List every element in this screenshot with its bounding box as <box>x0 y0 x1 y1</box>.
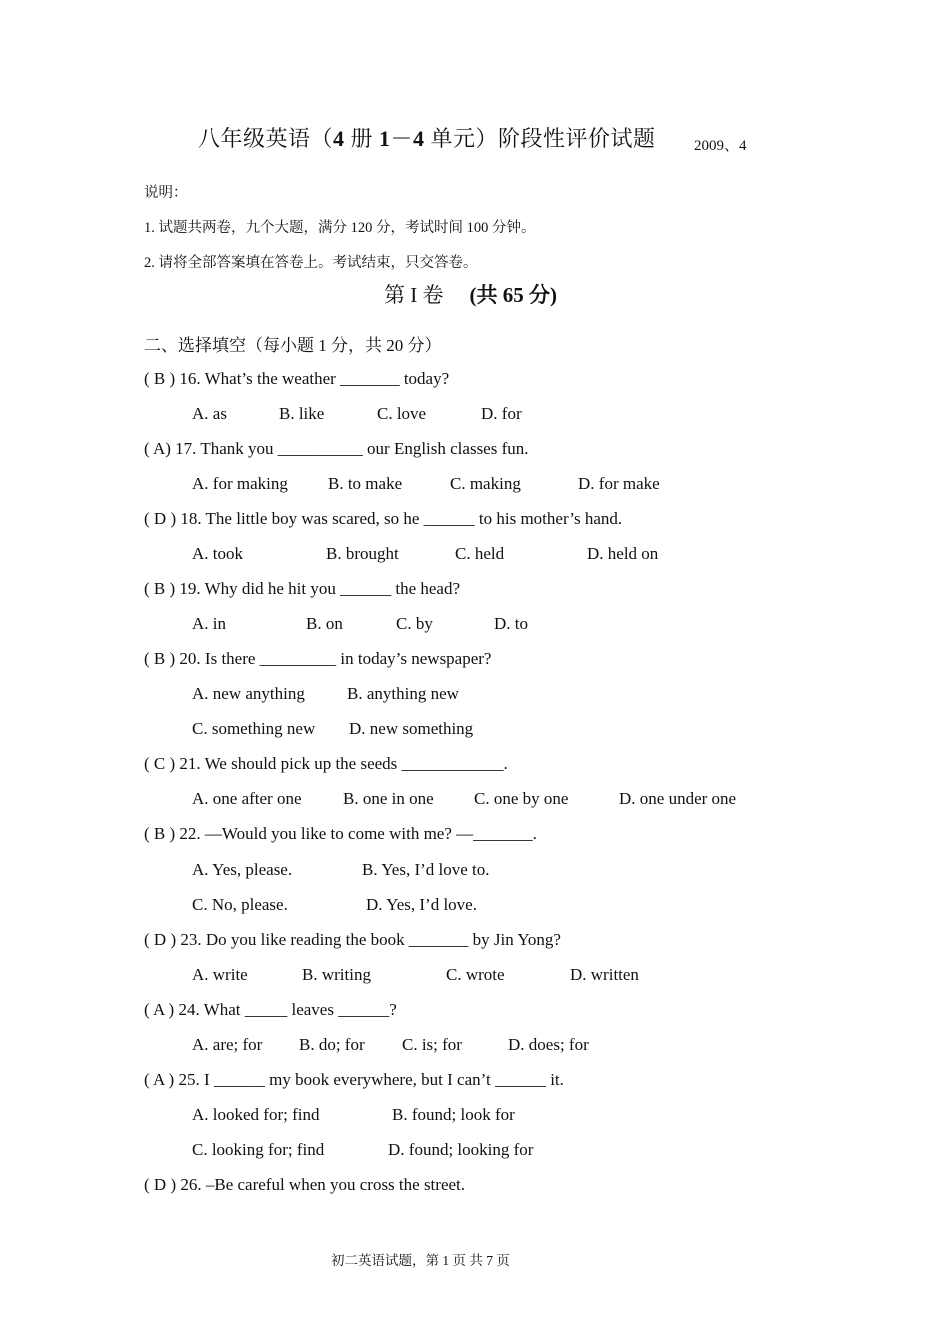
q16-option-a: A. as <box>192 404 227 423</box>
q18-option-b: B. brought <box>326 544 399 563</box>
question-16: ( B ) 16. What’s the weather _______ today? <box>144 369 450 388</box>
q19-option-a: A. in <box>192 614 226 633</box>
instructions-heading: 说明： <box>144 185 188 201</box>
q23-option-b: B. writing <box>302 965 371 984</box>
q16-option-b: B. like <box>279 404 325 423</box>
q17-option-a: A. for making <box>192 474 288 493</box>
q22-option-d: D. Yes, I’d love. <box>366 895 477 914</box>
q25-option-c: C. looking for; find <box>192 1140 325 1159</box>
q22-option-c: C. No, please. <box>192 895 288 914</box>
exam-date: 2009、4 <box>694 138 747 154</box>
question-24: ( A ) 24. What _____ leaves ______? <box>144 1000 397 1019</box>
q16-option-c: C. love <box>377 404 427 423</box>
q20-option-c: C. something new <box>192 719 316 738</box>
q17-option-b: B. to make <box>328 474 403 493</box>
q24-option-b: B. do; for <box>299 1035 365 1054</box>
q18-option-c: C. held <box>455 544 505 563</box>
q17-option-d: D. for make <box>578 474 660 493</box>
q20-option-d: D. new something <box>349 719 474 738</box>
q18-option-d: D. held on <box>587 544 659 563</box>
q21-option-d: D. one under one <box>619 789 737 808</box>
question-18: ( D ) 18. The little boy was scared, so he ______ to his mother’s hand. <box>144 509 623 528</box>
q21-option-c: C. one by one <box>474 789 569 808</box>
q18-option-a: A. took <box>192 544 243 563</box>
q19-option-b: B. on <box>306 614 343 633</box>
q25-option-b: B. found; look for <box>392 1105 515 1124</box>
instruction-item-1: 1. 试题共两卷，九个大题，满分 120 分，考试时间 100 分钟。 <box>144 220 536 236</box>
question-19: ( B ) 19. Why did he hit you ______ the head? <box>144 579 461 598</box>
page-footer: 初二英语试题，第 1 页 共 7 页 <box>331 1253 510 1268</box>
q20-option-b: B. anything new <box>347 684 459 703</box>
q23-option-c: C. wrote <box>446 965 505 984</box>
page-title: 八年级英语（4 册 1－4 单元）阶段性评价试题 <box>198 126 656 151</box>
q22-option-b: B. Yes, I’d love to. <box>362 860 490 879</box>
q24-option-c: C. is; for <box>402 1035 462 1054</box>
question-23: ( D ) 23. Do you like reading the book _______ by Jin Yong? <box>144 930 561 949</box>
q24-option-a: A. are; for <box>192 1035 263 1054</box>
q22-option-a: A. Yes, please. <box>192 860 293 879</box>
q23-option-d: D. written <box>570 965 639 984</box>
q20-option-a: A. new anything <box>192 684 305 703</box>
q23-option-a: A. write <box>192 965 248 984</box>
instruction-item-2: 2. 请将全部答案填在答卷上。考试结束，只交答卷。 <box>144 255 478 271</box>
section-header: 第 I 卷 (共 65 分) <box>384 283 557 307</box>
q16-option-d: D. for <box>481 404 522 423</box>
q21-option-b: B. one in one <box>343 789 434 808</box>
q24-option-d: D. does; for <box>508 1035 589 1054</box>
q25-option-d: D. found; looking for <box>388 1140 534 1159</box>
question-22: ( B ) 22. —Would you like to come with me? —_______. <box>144 824 537 843</box>
part-heading: 二、选择填空（每小题 1 分，共 20 分） <box>144 336 442 355</box>
question-20: ( B ) 20. Is there _________ in today’s newspaper? <box>144 649 492 668</box>
question-17: ( A) 17. Thank you __________ our English classes fun. <box>144 439 529 458</box>
question-25: ( A ) 25. I ______ my book everywhere, but I can’t ______ it. <box>144 1070 564 1089</box>
q19-option-c: C. by <box>396 614 433 633</box>
question-21: ( C ) 21. We should pick up the seeds ____________. <box>144 754 508 773</box>
q25-option-a: A. looked for; find <box>192 1105 320 1124</box>
q17-option-c: C. making <box>450 474 521 493</box>
question-26: ( D ) 26. –Be careful when you cross the street. <box>144 1175 466 1194</box>
q21-option-a: A. one after one <box>192 789 302 808</box>
q19-option-d: D. to <box>494 614 528 633</box>
